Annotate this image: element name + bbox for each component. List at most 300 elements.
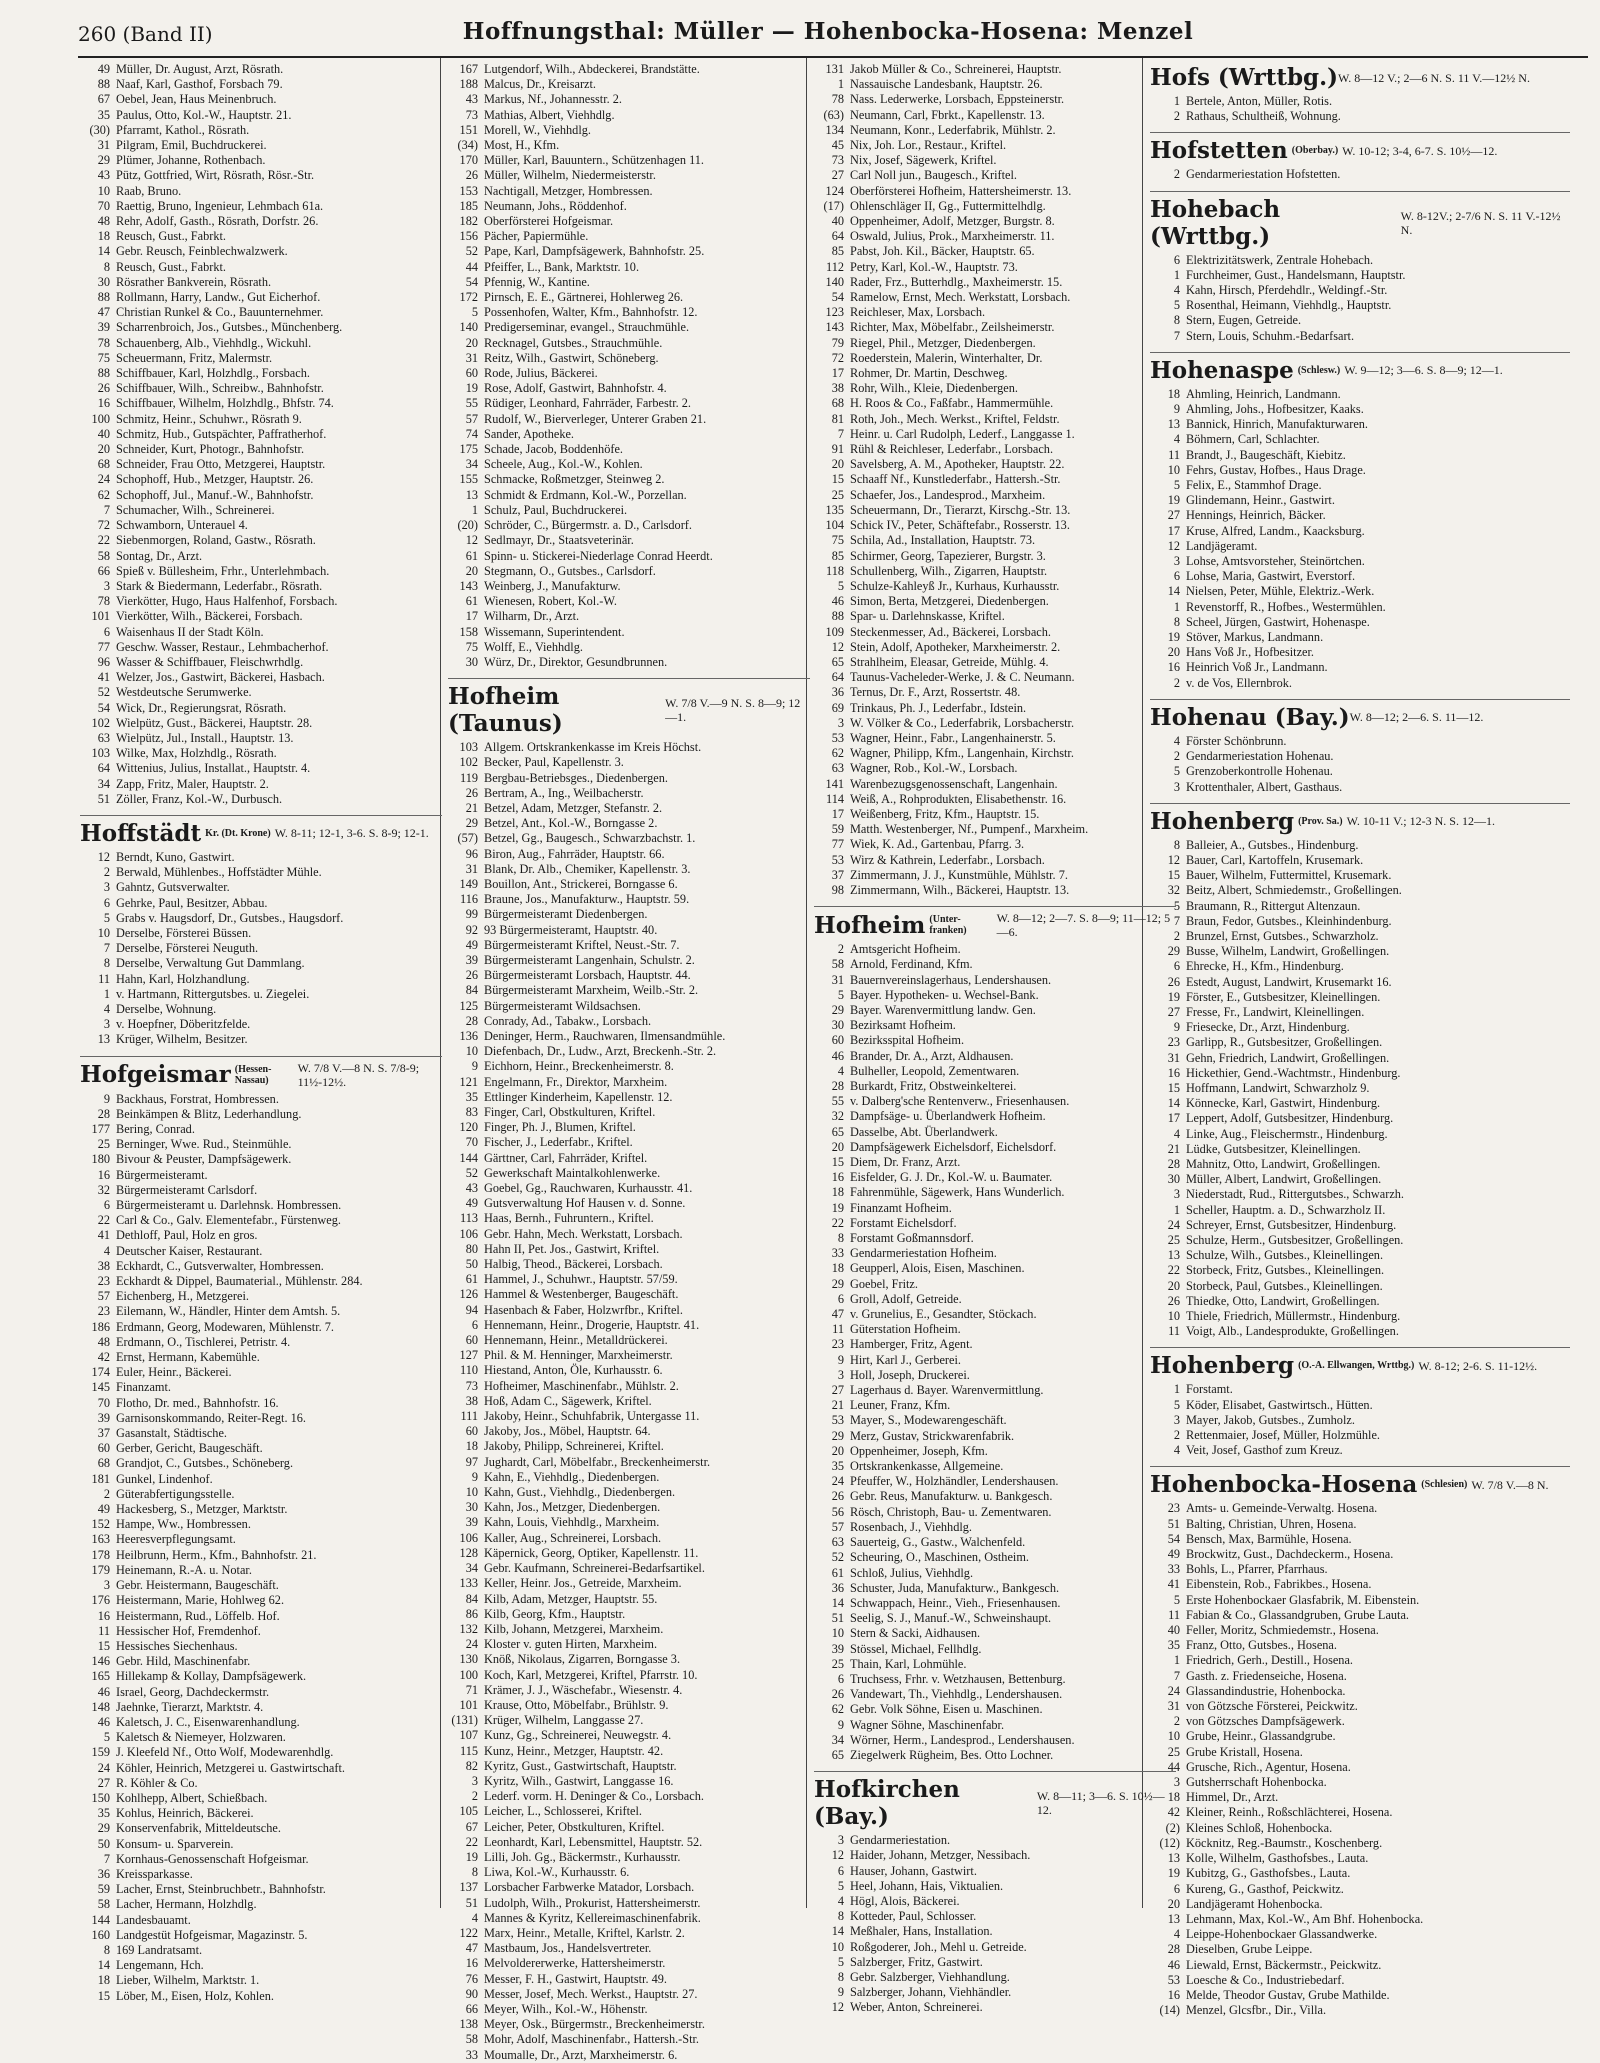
phone-number: 38 (831, 381, 844, 396)
directory-entry (1150, 1638, 1570, 1653)
subscriber-name: Loesche & Co., Industriebedarf. (1186, 1972, 1345, 1987)
subscriber-name: Hauser, Johann, Gastwirt. (850, 1863, 977, 1878)
directory-entry (80, 1563, 442, 1578)
subscriber-name: Böhmern, Carl, Schlachter. (1186, 432, 1320, 447)
subscriber-name: Erdmann, O., Tischlerei, Petristr. 4. (116, 1334, 291, 1349)
subscriber-name: Oppenheimer, Joseph, Kfm. (850, 1443, 988, 1458)
subscriber-name: W. Völker & Co., Lederfabrik, Lorsbacherstr. (850, 715, 1075, 730)
subscriber-name: Strahlheim, Eleasar, Getreide, Mühlg. 4. (850, 654, 1049, 669)
phone-number: 22 (831, 1215, 844, 1230)
subscriber-name: Gutsverwaltung Hof Hausen v. d. Sonne. (484, 1196, 686, 1211)
subscriber-name: Rader, Frz., Butterhdlg., Maxheimerstr. 15. (850, 274, 1063, 289)
subscriber-name: Oebel, Jean, Haus Meinenbruch. (116, 92, 277, 107)
directory-entry (80, 1730, 442, 1745)
directory-entry (1150, 1127, 1570, 1142)
phone-number: 148 (91, 1699, 110, 1714)
directory-entry (80, 1928, 442, 1943)
subscriber-name: Derselbe, Wohnung. (116, 1001, 217, 1016)
subscriber-name: Zapp, Fritz, Maler, Hauptstr. 2. (116, 776, 269, 791)
directory-entry (1150, 298, 1570, 313)
directory-entry (1150, 1790, 1570, 1805)
directory-entry (448, 655, 810, 670)
phone-number: 103 (459, 740, 478, 755)
phone-number: 149 (459, 876, 478, 891)
subscriber-name: Würz, Dr., Direktor, Gesundbrunnen. (484, 654, 668, 669)
section-heading (814, 1771, 1176, 1830)
subscriber-name: Kaletsch & Niemeyer, Holzwaren. (116, 1730, 286, 1745)
phone-number: 32 (831, 1109, 844, 1124)
subscriber-name: Leonhardt, Karl, Lebensmittel, Hauptstr. 52. (484, 1834, 703, 1849)
subscriber-name: Nielsen, Peter, Mühle, Elektriz.-Werk. (1186, 584, 1375, 599)
subscriber-name: Kyritz, Wilh., Gastwirt, Langgasse 16. (484, 1773, 674, 1788)
directory-entry (1150, 630, 1570, 645)
directory-entry (80, 1654, 442, 1669)
directory-entry (448, 1363, 810, 1378)
subscriber-name: Brander, Dr. A., Arzt, Aldhausen. (850, 1048, 1014, 1063)
subscriber-name: Weißenberg, Fritz, Kfm., Hauptstr. 15. (850, 806, 1040, 821)
directory-entry (1150, 313, 1570, 328)
phone-number: 102 (91, 715, 110, 730)
subscriber-name: Kilb, Johann, Metzgerei, Marxheim. (484, 1621, 664, 1636)
directory-entry (814, 1970, 1176, 1985)
subscriber-name: Hofheimer, Maschinenfabr., Mühlstr. 2. (484, 1378, 679, 1393)
subscriber-name: Schmitz, Heinr., Schuhwr., Rösrath 9. (116, 411, 302, 426)
subscriber-name: Kilb, Georg, Kfm., Hauptstr. (484, 1606, 626, 1621)
subscriber-name: Nachtigall, Metzger, Hombressen. (484, 183, 653, 198)
directory-entry (1150, 990, 1570, 1005)
phone-number: 26 (97, 381, 110, 396)
directory-entry (814, 366, 1176, 381)
directory-entry (814, 1307, 1176, 1322)
phone-number: 68 (97, 1456, 110, 1471)
subscriber-name: J. Kleefeld Nf., Otto Wolf, Modewarenhdlg. (116, 1745, 334, 1760)
directory-entry (80, 1365, 442, 1380)
subscriber-name: v. Grunelius, E., Gesandter, Stöckach. (850, 1307, 1037, 1322)
phone-number: 32 (97, 1182, 110, 1197)
subscriber-name: Stark & Biedermann, Lederfabr., Rösrath. (116, 578, 323, 593)
phone-number: 54 (465, 274, 478, 289)
directory-entry (448, 214, 810, 229)
subscriber-name: Brandt, J., Baugeschäft, Kiebitz. (1186, 447, 1346, 462)
subscriber-name: Kleiner, Reinh., Roßschlächterei, Hosena. (1186, 1805, 1393, 1820)
phone-number: 73 (465, 1378, 478, 1393)
directory-entry (448, 1120, 810, 1135)
directory-entry (80, 625, 442, 640)
subscriber-name: Wagner, Rob., Kol.-W., Lorsbach. (850, 761, 1018, 776)
subscriber-name: Stein, Adolf, Apotheker, Marxheimerstr. 2. (850, 639, 1061, 654)
directory-entry (80, 123, 442, 138)
subscriber-name: Schreyer, Ernst, Gutsbesitzer, Hindenburg. (1186, 1217, 1397, 1232)
subscriber-name: 93 Bürgermeisteramt, Hauptstr. 40. (484, 922, 658, 937)
subscriber-name: Zimmermann, J. J., Kunstmühle, Mühlstr. 7. (850, 867, 1068, 882)
phone-number: 27 (831, 1383, 844, 1398)
directory-entry (1150, 1562, 1570, 1577)
phone-number: 4 (1173, 432, 1180, 447)
phone-number: 58 (465, 2032, 478, 2047)
directory-entry (80, 488, 442, 503)
directory-entry (814, 1894, 1176, 1909)
phone-number: 5 (1173, 478, 1180, 493)
directory-entry (814, 1064, 1176, 1079)
phone-number: 39 (465, 952, 478, 967)
subscriber-name: Bauer, Carl, Kartoffeln, Krusemark. (1186, 852, 1364, 867)
subscriber-name: Possenhofen, Walter, Kfm., Bahnhofstr. 12. (484, 305, 698, 320)
directory-entry (814, 883, 1176, 898)
directory-entry (1150, 448, 1570, 463)
directory-entry (448, 1683, 810, 1698)
subscriber-name: Deninger, Herm., Rauchwaren, Ilmensandmühle. (484, 1028, 726, 1043)
directory-entry (1150, 1517, 1570, 1532)
phone-number: 100 (91, 411, 110, 426)
directory-entry (1150, 1081, 1570, 1096)
directory-entry (80, 1745, 442, 1760)
directory-entry (448, 801, 810, 816)
directory-entry (448, 1470, 810, 1485)
phone-number: 146 (91, 1654, 110, 1669)
directory-entry (448, 1926, 810, 1941)
directory-entry (814, 853, 1176, 868)
subscriber-name: Himmel, Dr., Arzt. (1186, 1790, 1279, 1805)
subscriber-name: Christian Runkel & Co., Bauunternehmer. (116, 305, 324, 320)
directory-entry (448, 1166, 810, 1181)
subscriber-name: Roederstein, Malerin, Winterhalter, Dr. (850, 350, 1043, 365)
phone-number: 41 (97, 1228, 110, 1243)
phone-number: 5 (1173, 1592, 1180, 1607)
subscriber-name: Neumann, Johs., Röddenhof. (484, 198, 627, 213)
phone-number: 20 (1167, 645, 1180, 660)
directory-entry (448, 92, 810, 107)
subscriber-name: Schophoff, Jul., Manuf.-W., Bahnhofstr. (116, 487, 314, 502)
subscriber-name: Gutsherrschaft Hohenbocka. (1186, 1775, 1327, 1790)
phone-number: 107 (459, 1728, 478, 1743)
directory-column-4 (1150, 62, 1570, 2018)
directory-entry (1150, 478, 1570, 493)
directory-entry (448, 1713, 810, 1728)
phone-number: 144 (459, 1150, 478, 1165)
directory-entry (448, 1318, 810, 1333)
phone-number: 49 (97, 1502, 110, 1517)
directory-entry (448, 412, 810, 427)
phone-number: 7 (103, 941, 110, 956)
subscriber-name: Most, H., Kfm. (484, 138, 560, 153)
directory-entry (80, 533, 442, 548)
directory-entry (448, 1379, 810, 1394)
phone-number: 130 (459, 1652, 478, 1667)
directory-column-2 (448, 62, 810, 2062)
phone-number: 78 (831, 92, 844, 107)
phone-number: 24 (97, 472, 110, 487)
phone-number: 13 (1167, 1248, 1180, 1263)
subscriber-name: Wilke, Max, Holzhdlg., Rösrath. (116, 746, 277, 761)
phone-number: 8 (103, 259, 110, 274)
phone-number: 145 (91, 1380, 110, 1395)
directory-entry (448, 1850, 810, 1865)
phone-number: 40 (831, 214, 844, 229)
directory-entry (80, 685, 442, 700)
directory-entry (448, 1500, 810, 1515)
phone-number: 51 (97, 791, 110, 806)
phone-number: 39 (831, 1641, 844, 1656)
subscriber-name: Mannes & Kyritz, Kellereimaschinenfabrik. (484, 1910, 701, 1925)
running-title: Hoffnungsthal: Müller — Hohenbocka-Hosena: Menzel (462, 18, 1194, 45)
subscriber-name: Leppert, Adolf, Gutsbesitzer, Hindenburg. (1186, 1111, 1394, 1126)
subscriber-name: Spar- u. Darlehnskasse, Kriftel. (850, 609, 1005, 624)
directory-entry (1150, 1653, 1570, 1668)
phone-number: 57 (831, 1519, 844, 1534)
subscriber-name: Gahntz, Gutsverwalter. (116, 880, 230, 895)
phone-number: 85 (831, 244, 844, 259)
directory-entry (80, 320, 442, 335)
phone-number: 88 (831, 609, 844, 624)
subscriber-name: von Götzsches Dampfsägewerk. (1186, 1714, 1345, 1729)
subscriber-name: Rohmer, Dr. Martin, Deschweg. (850, 366, 1008, 381)
header-rule (78, 56, 1588, 58)
subscriber-name: Busse, Wilhelm, Landwirt, Großellingen. (1186, 944, 1390, 959)
place-name: Hoffstädt (80, 819, 202, 847)
phone-number: 14 (97, 1958, 110, 1973)
directory-entry (814, 1444, 1176, 1459)
subscriber-name: Stöver, Markus, Landmann. (1186, 630, 1324, 645)
subscriber-name: Berndt, Kuno, Gastwirt. (116, 849, 235, 864)
directory-entry (1150, 1413, 1570, 1428)
subscriber-name: Jughardt, Carl, Möbelfabr., Breckenheimerstr. (484, 1454, 711, 1469)
directory-entry (448, 1394, 810, 1409)
phone-number: 31 (97, 138, 110, 153)
directory-entry (80, 1289, 442, 1304)
directory-entry (1150, 1324, 1570, 1339)
subscriber-name: Krause, Otto, Möbelfabr., Brühlstr. 9. (484, 1697, 669, 1712)
phone-number: 155 (459, 472, 478, 487)
phone-number: 2 (1173, 109, 1180, 124)
phone-number: 78 (97, 335, 110, 350)
phone-number: 178 (91, 1547, 110, 1562)
directory-entry (448, 351, 810, 366)
directory-entry (1150, 1382, 1570, 1397)
subscriber-name: Glindemann, Heinr., Gastwirt. (1186, 493, 1335, 508)
subscriber-name: Fabian & Co., Glassandgruben, Grube Lauta. (1186, 1607, 1410, 1622)
directory-entry (1150, 600, 1570, 615)
subscriber-name: Berninger, Wwe. Rud., Steinmühle. (116, 1137, 292, 1152)
phone-number: 5 (103, 910, 110, 925)
subscriber-name: R. Köhler & Co. (116, 1775, 198, 1790)
phone-number: 15 (1167, 868, 1180, 883)
subscriber-name: Scharrenbroich, Jos., Gutsbes., Münchenberg. (116, 320, 343, 335)
subscriber-name: v. Hartmann, Rittergutsbes. u. Ziegelei. (116, 986, 310, 1001)
directory-entry (448, 1728, 810, 1743)
directory-entry (448, 1029, 810, 1044)
subscriber-name: Mayer, S., Modewarengeschäft. (850, 1413, 1007, 1428)
directory-entry (80, 381, 442, 396)
subscriber-name: Hasenbach & Faber, Holzwrfbr., Kriftel. (484, 1302, 683, 1317)
directory-entry (448, 1455, 810, 1470)
phone-number: 61 (465, 1272, 478, 1287)
directory-entry (448, 1835, 810, 1850)
subscriber-name: Schulze, Wilh., Gutsbes., Kleinellingen. (1186, 1248, 1384, 1263)
phone-number: 11 (98, 971, 110, 986)
section-heading (1150, 62, 1570, 91)
phone-number: 10 (1167, 1309, 1180, 1323)
directory-entry (448, 138, 810, 153)
directory-entry (448, 1652, 810, 1667)
phone-number: 143 (459, 578, 478, 593)
subscriber-name: Merz, Gustav, Strickwarenfabrik. (850, 1428, 1015, 1443)
directory-entry (80, 701, 442, 716)
subscriber-name: Heistermann, Rud., Löffelb. Hof. (116, 1608, 280, 1623)
directory-entry (448, 640, 810, 655)
place-name: Hofkirchen (Bay.) (814, 1776, 960, 1831)
directory-entry (814, 92, 1176, 107)
subscriber-name: Bürgermeisteramt. (116, 1167, 208, 1182)
directory-entry (448, 564, 810, 579)
phone-number: 33 (831, 1246, 844, 1261)
phone-number: 188 (459, 77, 478, 92)
directory-entry (814, 1596, 1176, 1611)
subscriber-name: Rüdiger, Leonhard, Fahrräder, Farbestr. 2. (484, 396, 691, 411)
directory-entry (814, 988, 1176, 1003)
subscriber-name: Eichenberg, H., Metzgerei. (116, 1289, 249, 1304)
phone-number: 4 (1173, 283, 1180, 298)
subscriber-name: Amts- u. Gemeinde-Verwaltg. Hosena. (1186, 1501, 1378, 1516)
subscriber-name: Liewald, Ernst, Bäckermstr., Peickwitz. (1186, 1957, 1382, 1972)
directory-entry (1150, 253, 1570, 268)
subscriber-name: Welzer, Jos., Gastwirt, Bäckerei, Hasbach. (116, 670, 325, 685)
phone-number: 84 (465, 983, 478, 998)
phone-number: 18 (1167, 1790, 1180, 1805)
subscriber-name: Schmidt & Erdmann, Kol.-W., Porzellan. (484, 487, 687, 502)
subscriber-name: Euler, Heinr., Bäckerei. (116, 1365, 232, 1380)
directory-entry (1150, 1821, 1570, 1836)
phone-number: 16 (465, 1956, 478, 1971)
directory-entry (1150, 764, 1570, 779)
subscriber-name: Förster, E., Gutsbesitzer, Kleinellingen. (1186, 989, 1381, 1004)
subscriber-name: Eckhardt, C., Gutsverwalter, Hombressen. (116, 1258, 324, 1273)
directory-entry (814, 320, 1176, 335)
phone-number: 19 (465, 381, 478, 396)
subscriber-name: Schila, Ad., Installation, Hauptstr. 73. (850, 533, 1036, 548)
directory-entry (814, 351, 1176, 366)
phone-number: 60 (465, 366, 478, 381)
office-hours: W. 8—12; 2—7. S. 8—9; 11—12; 5—6. (996, 911, 1171, 940)
directory-entry (814, 1170, 1176, 1185)
directory-entry (814, 1535, 1176, 1550)
phone-number: 75 (97, 350, 110, 365)
phone-number: 53 (1167, 1972, 1180, 1987)
directory-entry (448, 907, 810, 922)
directory-entry (448, 2032, 810, 2047)
subscriber-name: Kreissparkasse. (116, 1866, 193, 1881)
directory-entry (80, 1441, 442, 1456)
phone-number: 88 (97, 290, 110, 305)
directory-entry (1150, 1248, 1570, 1263)
phone-number: 65 (831, 1747, 844, 1762)
subscriber-name: Scheele, Aug., Kol.-W., Kohlen. (484, 457, 643, 472)
phone-number: 15 (831, 472, 844, 487)
subscriber-name: Zimmermann, Wilh., Bäckerei, Hauptstr. 13. (850, 882, 1070, 897)
subscriber-name: Fahrenmühle, Sägewerk, Hans Wunderlich. (850, 1185, 1065, 1200)
directory-entry (814, 761, 1176, 776)
phone-number: 34 (831, 1732, 844, 1747)
phone-number: 8 (1173, 837, 1180, 852)
subscriber-name: Könnecke, Karl, Gastwirt, Hindenburg. (1186, 1096, 1381, 1111)
section-heading (1150, 1347, 1570, 1379)
subscriber-name: Schade, Jacob, Boddenhöfe. (484, 442, 623, 457)
phone-number: 2 (1173, 1714, 1180, 1729)
phone-number: 33 (465, 2047, 478, 2062)
phone-number: 28 (1167, 1156, 1180, 1171)
directory-entry (814, 1079, 1176, 1094)
phone-number: 47 (465, 1941, 478, 1956)
directory-entry (448, 1561, 810, 1576)
directory-entry (80, 880, 442, 895)
subscriber-name: Keller, Heinr. Jos., Getreide, Marxheim. (484, 1576, 682, 1591)
phone-number: 60 (465, 1333, 478, 1348)
subscriber-name: Mohr, Adolf, Maschinenfabr., Hattersh.-Str. (484, 2032, 700, 2047)
phone-number: 16 (97, 396, 110, 411)
phone-number: 49 (465, 937, 478, 952)
directory-entry (814, 62, 1176, 77)
phone-number: 112 (826, 259, 844, 274)
directory-entry (1150, 1714, 1570, 1729)
subscriber-name: Vierkötter, Wilh., Bäckerei, Forsbach. (116, 609, 303, 624)
phone-number: 70 (97, 1395, 110, 1410)
subscriber-name: Vandewart, Th., Viehhdlg., Lendershausen. (850, 1687, 1063, 1702)
phone-number: 35 (831, 1459, 844, 1474)
subscriber-name: Landesbauamt. (116, 1912, 191, 1927)
subscriber-name: Geschw. Wasser, Restaur., Lehmbacherhof. (116, 639, 329, 654)
phone-number: 11 (832, 1322, 844, 1337)
phone-number: 31 (831, 972, 844, 987)
phone-number: 57 (465, 411, 478, 426)
phone-number: 64 (97, 761, 110, 776)
phone-number: 31 (1167, 1699, 1180, 1714)
subscriber-name: Moumalle, Dr., Arzt, Marxheimerstr. 6. (484, 2047, 678, 2062)
office-hours: W. 7/8 V.—8 N. (1471, 1477, 1549, 1492)
phone-number: 25 (831, 1656, 844, 1671)
directory-entry (448, 518, 810, 533)
phone-number: 29 (831, 1428, 844, 1443)
phone-number: 68 (97, 457, 110, 472)
directory-entry (814, 214, 1176, 229)
subscriber-name: Gunkel, Lindenhof. (116, 1471, 213, 1486)
phone-number: 77 (97, 639, 110, 654)
phone-number: 34 (97, 776, 110, 791)
subscriber-name: Schiffbauer, Wilhelm, Holzhdlg., Bhfstr. 74. (116, 396, 334, 411)
phone-number: 7 (1173, 328, 1180, 343)
directory-entry (80, 396, 442, 411)
phone-number: 48 (97, 1334, 110, 1349)
subscriber-name: Stern, Louis, Schuhm.-Bedarfsart. (1186, 328, 1355, 343)
phone-number: 29 (97, 153, 110, 168)
directory-entry (80, 1122, 442, 1137)
directory-entry (814, 2000, 1176, 2015)
phone-number: (30) (89, 122, 110, 137)
directory-entry (814, 1985, 1176, 2000)
phone-number: 4 (1173, 1443, 1180, 1458)
phone-number: 28 (1167, 1942, 1180, 1957)
directory-entry (814, 1459, 1176, 1474)
directory-entry (80, 777, 442, 792)
directory-entry (80, 1593, 442, 1608)
directory-entry (80, 1685, 442, 1700)
directory-entry (80, 1989, 442, 2004)
subscriber-name: Krüger, Wilhelm, Besitzer. (116, 1032, 248, 1047)
subscriber-name: Lüdke, Gutsbesitzer, Kleinellingen. (1186, 1141, 1361, 1156)
directory-entry (448, 1941, 810, 1956)
directory-entry (1150, 1428, 1570, 1443)
phone-number: 60 (97, 1441, 110, 1456)
subscriber-name: Carl & Co., Galv. Elementefabr., Fürstenweg. (116, 1213, 341, 1228)
subscriber-name: Israel, Georg, Dachdeckermstr. (116, 1684, 270, 1699)
